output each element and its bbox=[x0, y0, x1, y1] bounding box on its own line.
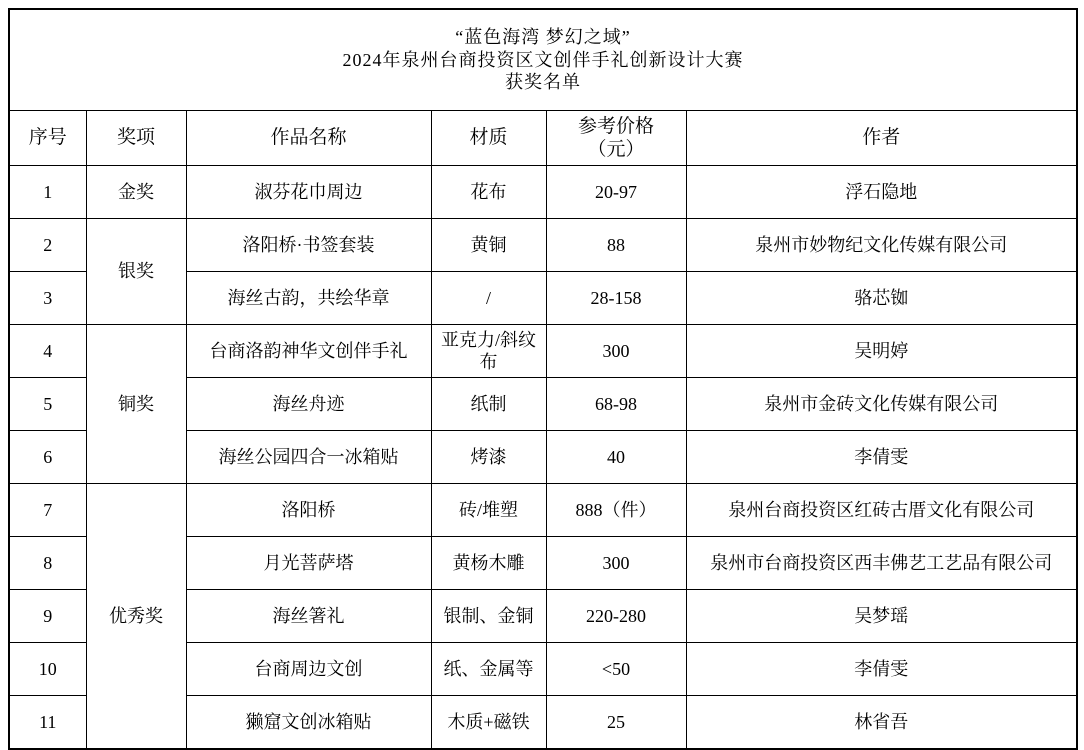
cell-price: 68-98 bbox=[546, 378, 686, 431]
col-header-price bbox=[546, 111, 686, 166]
cell-material: 银制、金铜 bbox=[431, 590, 546, 643]
col-header-award: 奖项 bbox=[86, 111, 186, 166]
cell-no: 3 bbox=[9, 272, 86, 325]
cell-price: 300 bbox=[546, 325, 686, 378]
cell-work: 台商洛韵神华文创伴手礼 bbox=[186, 325, 431, 378]
table-row bbox=[9, 219, 1077, 272]
header-row bbox=[9, 111, 1077, 166]
cell-material: 砖/堆塑 bbox=[431, 484, 546, 537]
col-header-work: 作品名称 bbox=[186, 111, 431, 166]
cell-price: 28-158 bbox=[546, 272, 686, 325]
cell-work: 海丝箸礼 bbox=[186, 590, 431, 643]
cell-author: 李倩雯 bbox=[686, 431, 1077, 484]
cell-price: 88 bbox=[546, 219, 686, 272]
cell-material: 木质+磁铁 bbox=[431, 696, 546, 750]
cell-work: 獭窟文创冰箱贴 bbox=[186, 696, 431, 750]
cell-award-bronze: 铜奖 bbox=[86, 325, 186, 484]
document-title bbox=[9, 9, 1077, 111]
title-row bbox=[9, 9, 1077, 111]
cell-work: 洛阳桥·书签套装 bbox=[186, 219, 431, 272]
col-header-material: 材质 bbox=[431, 111, 546, 166]
cell-price: 40 bbox=[546, 431, 686, 484]
cell-award-gold: 金奖 bbox=[86, 166, 186, 219]
cell-work: 海丝古韵，共绘华章 bbox=[186, 272, 431, 325]
cell-work: 淑芬花巾周边 bbox=[186, 166, 431, 219]
cell-author: 浮石隐地 bbox=[686, 166, 1077, 219]
price-header-line-2: （元） bbox=[587, 139, 645, 160]
price-header-line-1: 参考价格 bbox=[577, 116, 654, 137]
title-line-2: 2024年泉州台商投资区文创伴手礼创新设计大赛 bbox=[342, 49, 744, 70]
cell-work: 海丝公园四合一冰箱贴 bbox=[186, 431, 431, 484]
title-line-3: 获奖名单 bbox=[505, 72, 581, 93]
cell-award-excellence: 优秀奖 bbox=[86, 484, 186, 750]
cell-no: 5 bbox=[9, 378, 86, 431]
cell-material: / bbox=[431, 272, 546, 325]
table-row bbox=[9, 325, 1077, 378]
col-header-author: 作者 bbox=[686, 111, 1077, 166]
cell-price: 220-280 bbox=[546, 590, 686, 643]
cell-material: 黄铜 bbox=[431, 219, 546, 272]
cell-author: 吴明婷 bbox=[686, 325, 1077, 378]
cell-no: 10 bbox=[9, 643, 86, 696]
cell-material: 纸制 bbox=[431, 378, 546, 431]
cell-no: 9 bbox=[9, 590, 86, 643]
cell-price: <50 bbox=[546, 643, 686, 696]
cell-author: 吴梦瑶 bbox=[686, 590, 1077, 643]
cell-work: 台商周边文创 bbox=[186, 643, 431, 696]
cell-material: 烤漆 bbox=[431, 431, 546, 484]
cell-work: 海丝舟迹 bbox=[186, 378, 431, 431]
table-row bbox=[9, 166, 1077, 219]
cell-work: 月光菩萨塔 bbox=[186, 537, 431, 590]
cell-author: 泉州市台商投资区西丰佛艺工艺品有限公司 bbox=[686, 537, 1077, 590]
cell-award-silver: 银奖 bbox=[86, 219, 186, 325]
cell-price: 300 bbox=[546, 537, 686, 590]
cell-author: 泉州市妙物纪文化传媒有限公司 bbox=[686, 219, 1077, 272]
cell-material: 纸、金属等 bbox=[431, 643, 546, 696]
cell-price: 888（件） bbox=[546, 484, 686, 537]
awards-table bbox=[8, 8, 1078, 750]
cell-no: 7 bbox=[9, 484, 86, 537]
cell-price: 20-97 bbox=[546, 166, 686, 219]
cell-author: 骆芯铷 bbox=[686, 272, 1077, 325]
cell-author: 李倩雯 bbox=[686, 643, 1077, 696]
cell-no: 6 bbox=[9, 431, 86, 484]
title-line-1: “蓝色海湾 梦幻之域” bbox=[455, 27, 631, 48]
col-header-no: 序号 bbox=[9, 111, 86, 166]
cell-no: 1 bbox=[9, 166, 86, 219]
cell-work: 洛阳桥 bbox=[186, 484, 431, 537]
cell-no: 8 bbox=[9, 537, 86, 590]
cell-material: 花布 bbox=[431, 166, 546, 219]
table-row bbox=[9, 484, 1077, 537]
cell-author: 林省吾 bbox=[686, 696, 1077, 750]
cell-material: 亚克力/斜纹布 bbox=[431, 325, 546, 378]
cell-price: 25 bbox=[546, 696, 686, 750]
cell-author: 泉州市金砖文化传媒有限公司 bbox=[686, 378, 1077, 431]
cell-no: 2 bbox=[9, 219, 86, 272]
cell-material: 黄杨木雕 bbox=[431, 537, 546, 590]
cell-no: 11 bbox=[9, 696, 86, 750]
cell-author: 泉州台商投资区红砖古厝文化有限公司 bbox=[686, 484, 1077, 537]
cell-no: 4 bbox=[9, 325, 86, 378]
